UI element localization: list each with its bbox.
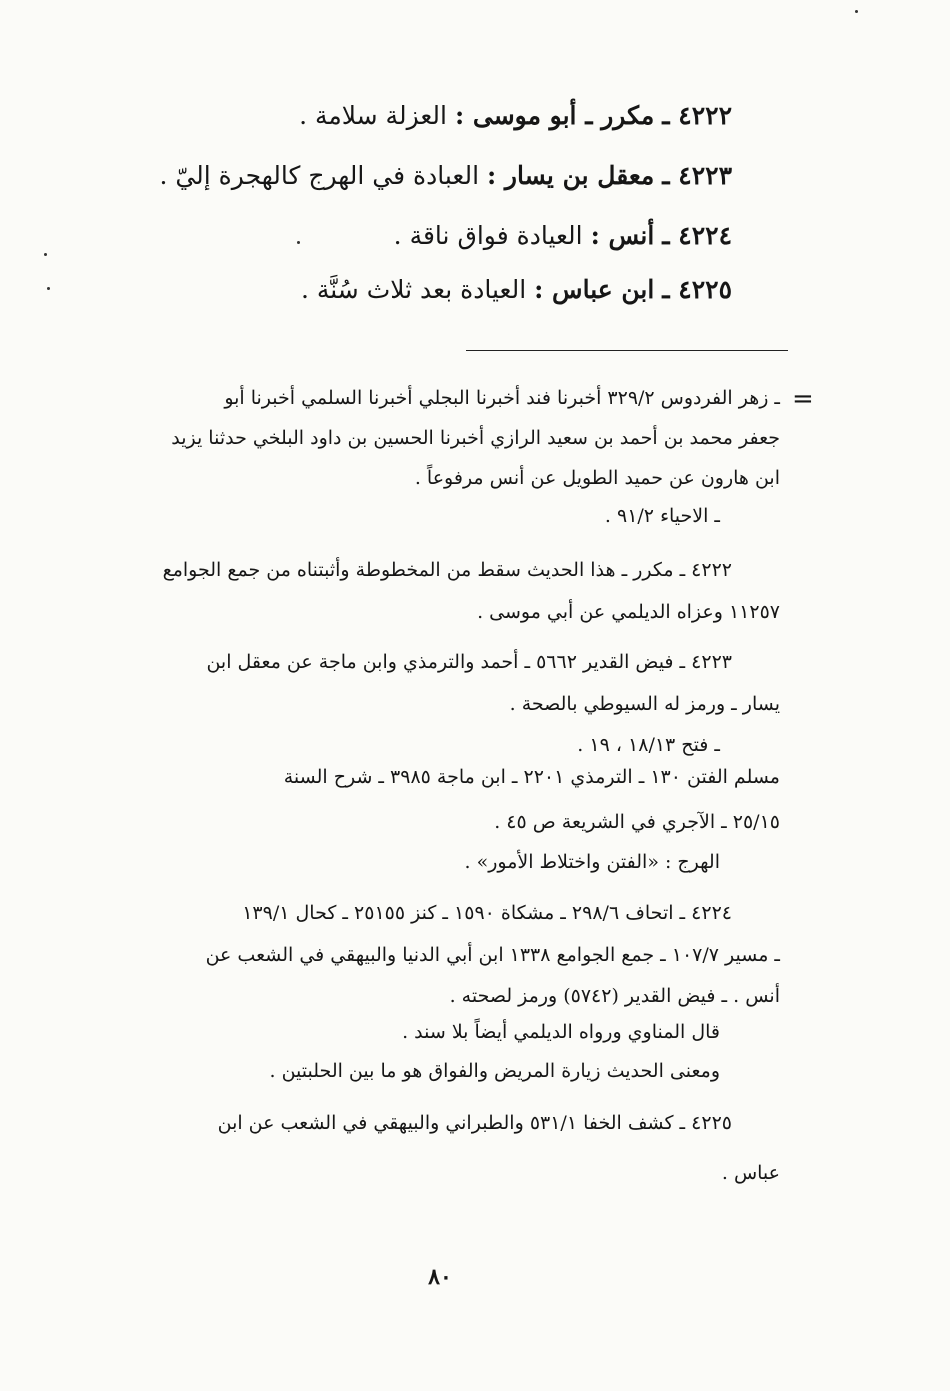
footnote-line: يسار ـ ورمز له السيوطي بالصحة . [509,693,780,715]
footnote-line: ابن هارون عن حميد الطويل عن أنس مرفوعاً . [414,467,780,489]
footnote-line: قال المناوي ورواه الديلمي أيضاً بلا سند . [402,1021,720,1043]
footnote-line: ـ الاحياء ٩١/٢ . [604,505,720,527]
hadith-narrator: أنس : [590,221,655,250]
footnote-line: الهرج : «الفتن واختلاط الأمور» . [464,851,720,873]
hadith-text: العيادة فواق ناقة . [393,221,583,250]
hadith-text: العزلة سلامة . [299,101,447,130]
continuation-mark: = [792,384,814,414]
footnote-line: ومعنى الحديث زيارة المريض والفواق هو ما بين الحلبتين . [269,1060,720,1082]
footnote-line: ـ فتح ١٨/١٣ ، ١٩ . [577,734,720,756]
hadith-number: ٤٢٢٣ ـ [662,161,732,190]
scan-speck [47,287,50,290]
hadith-entry-4222 [299,96,732,136]
hadith-number: ٤٢٢٥ ـ [662,275,732,304]
hadith-text: العيادة بعد ثلاث سُنَّة . [300,275,527,304]
hadith-number: ٤٢٢٢ ـ [662,101,732,130]
hadith-number: ٤٢٢٤ ـ [662,221,732,250]
hadith-entry-4223 [159,156,732,196]
footnote-line: أنس . ـ فيض القدير (٥٧٤٢) ورمز لصحته . [449,985,780,1007]
footnote-separator [466,350,788,351]
hadith-entry-4224 [394,216,732,256]
hadith-narrator: معقل بن يسار : [486,161,655,190]
hadith-text: العبادة في الهرج كالهجرة إليّ . [159,161,480,190]
footnote-line: ٤٢٢٥ ـ كشف الخفا ٥٣١/١ والطبراني والبيهقي في الشعب عن ابن [217,1112,732,1134]
scan-speck [297,241,300,244]
scan-speck [44,253,47,256]
footnote-line: ٤٢٢٣ ـ فيض القدير ٥٦٦٢ ـ أحمد والترمذي وابن ماجة عن معقل ابن [206,651,732,673]
footnote-line: جعفر محمد بن أحمد بن سعيد الرازي أخبرنا الحسين بن داود البلخي حدثنا يزيد [171,427,780,449]
footnote-line: ـ مسير ١٠٧/٧ ـ جمع الجوامع ١٣٣٨ ابن أبي الدنيا والبيهقي في الشعب عن [205,944,780,966]
footnote-line: عباس . [721,1162,780,1184]
footnote-line: ٤٢٢٤ ـ اتحاف ٢٩٨/٦ ـ مشكاة ١٥٩٠ ـ كنز ٢٥١٥٥ ـ كحال ١٣٩/١ [242,902,732,924]
footnote-line: مسلم الفتن ١٣٠ ـ الترمذي ٢٢٠١ ـ ابن ماجة ٣٩٨٥ ـ شرح السنة [283,766,780,788]
scan-speck [855,10,858,13]
footnote-line: ٤٢٢٢ ـ مكرر ـ هذا الحديث سقط من المخطوطة وأثبتناه من جمع الجوامع [162,559,732,581]
hadith-narrator: ابن عباس : [534,275,655,304]
hadith-narrator: مكرر ـ أبو موسى : [454,101,655,130]
hadith-entry-4225 [301,270,732,310]
page-number: ٨٠ [428,1264,452,1290]
footnote-line: ٢٥/١٥ ـ الآجري في الشريعة ص ٤٥ . [494,811,780,833]
footnote-line: ـ زهر الفردوس ٣٢٩/٢ أخبرنا فند أخبرنا البجلي أخبرنا السلمي أخبرنا أبو [224,387,780,409]
footnote-line: ١١٢٥٧ وعزاه الديلمي عن أبي موسى . [477,601,780,623]
